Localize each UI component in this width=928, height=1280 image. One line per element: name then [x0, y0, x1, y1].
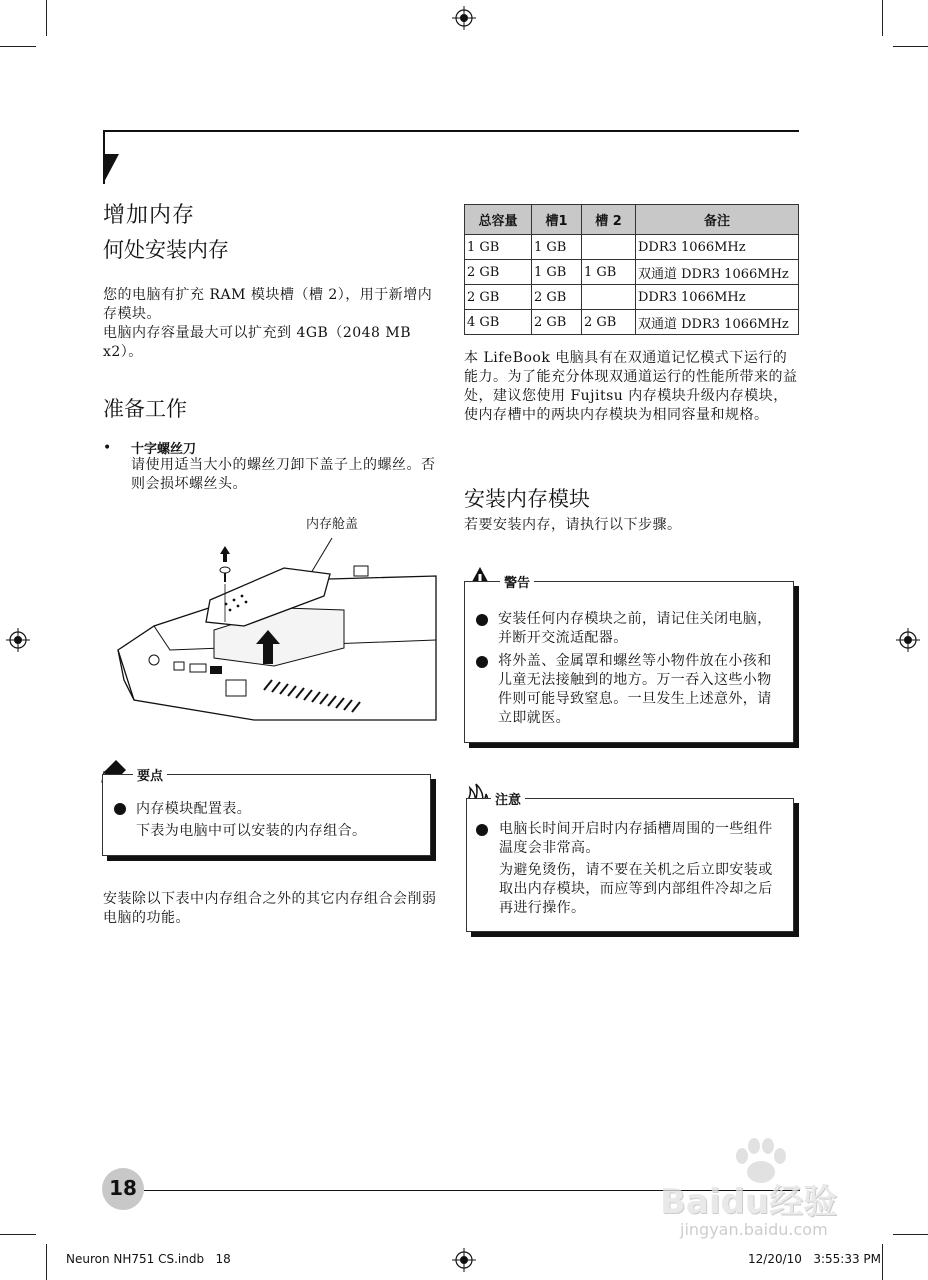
warning-item2: 将外盖、金属罩和螺丝等小物件放在小孩和儿童无法接触到的地方。万一吞入这些小物件则可能导致窒息。一旦发生上述意外，请立即就医。	[498, 653, 772, 726]
table-row	[465, 310, 799, 335]
registration-mark-bottom	[452, 1248, 476, 1272]
page-number: 18	[109, 1176, 137, 1200]
cell	[582, 235, 636, 260]
corner-triangle-icon	[103, 154, 119, 186]
cell: 1 GB	[465, 235, 532, 260]
capacity-paragraph: 电脑内存容量最大可以扩充到 4GB（2048 MB x2）。	[103, 325, 412, 360]
caution-bullet-icon	[476, 824, 488, 836]
table-row	[465, 260, 799, 285]
cell: 4 GB	[465, 310, 532, 335]
prep-bullet: •	[103, 440, 112, 456]
header-rule	[103, 130, 799, 132]
cell: DDR3 1066MHz	[636, 235, 799, 260]
caution-title: 注意	[491, 789, 525, 808]
note-line1: 内存模块配置表。	[136, 801, 252, 817]
cell	[582, 285, 636, 310]
figure-label: 内存舱盖	[306, 517, 359, 532]
laptop-memory-cover-figure	[114, 530, 440, 726]
install-heading: 安装内存模块	[464, 487, 590, 511]
cell: 双通道 DDR3 1066MHz	[636, 260, 799, 285]
note-line2: 下表为电脑中可以安装的内存组合。	[136, 823, 367, 839]
note-title: 要点	[133, 765, 167, 784]
cell: 2 GB	[532, 310, 582, 335]
watermark-text: Baidu经验	[660, 1182, 838, 1222]
header-total: 总容量	[465, 205, 532, 235]
registration-mark-top	[452, 6, 476, 30]
header-notes: 备注	[636, 205, 799, 235]
caution-item1: 电脑长时间开启时内存插槽周围的一些组件温度会非常高。	[499, 821, 773, 856]
watermark	[660, 1138, 890, 1248]
dual-channel-paragraph: 本 LifeBook 电脑具有在双通道记忆模式下运行的能力。为了能充分体现双通道运行的性能所带来的益处，建议您使用 Fujitsu 内存模块升级内存模块，使内存槽中的两块内存模块为相同容量和规格。	[464, 350, 798, 423]
cell: 1 GB	[582, 260, 636, 285]
memory-config-table	[464, 204, 799, 335]
header-slot2: 槽 2	[582, 205, 636, 235]
warning-item1: 安装任何内存模块之前，请记住关闭电脑，并断开交流适配器。	[498, 611, 772, 646]
page-title: 增加内存	[103, 203, 196, 228]
warning-title: 警告	[500, 572, 534, 591]
table-header-row	[465, 205, 799, 235]
install-intro: 若要安装内存，请执行以下步骤。	[464, 517, 682, 533]
table-row	[465, 235, 799, 260]
cell: 2 GB	[532, 285, 582, 310]
cell: 2 GB	[465, 260, 532, 285]
cell: 1 GB	[532, 235, 582, 260]
section-title: 何处安装内存	[103, 238, 229, 262]
registration-mark-right	[896, 628, 920, 652]
warning-bullet-icon	[476, 614, 488, 626]
registration-mark-left	[6, 628, 30, 652]
prep-heading: 准备工作	[103, 397, 187, 421]
cell: 1 GB	[532, 260, 582, 285]
caution-item2: 为避免烫伤，请不要在关机之后立即安装或取出内存模块，而应等到内部组件冷却之后再进行操作。	[499, 862, 773, 916]
watermark-url: jingyan.baidu.com	[680, 1220, 828, 1239]
intro-paragraph: 您的电脑有扩充 RAM 模块槽（槽 2），用于新增内存模块。	[103, 287, 433, 322]
cell: 2 GB	[465, 285, 532, 310]
cell: DDR3 1066MHz	[636, 285, 799, 310]
warning-bullet-icon	[476, 656, 488, 668]
cell: 2 GB	[582, 310, 636, 335]
closing-paragraph: 安装除以下表中内存组合之外的其它内存组合会削弱电脑的功能。	[103, 891, 437, 926]
cell: 双通道 DDR3 1066MHz	[636, 310, 799, 335]
timestamp: 12/20/10 3:55:33 PM	[748, 1252, 882, 1266]
table-row	[465, 285, 799, 310]
file-info: Neuron NH751 CS.indb 18	[66, 1252, 231, 1266]
prep-item-text: 请使用适当大小的螺丝刀卸下盖子上的螺丝。否则会损坏螺丝头。	[131, 457, 436, 492]
note-bullet-icon	[114, 803, 126, 815]
prep-item-title: 十字螺丝刀	[131, 442, 197, 457]
header-slot1: 槽1	[532, 205, 582, 235]
